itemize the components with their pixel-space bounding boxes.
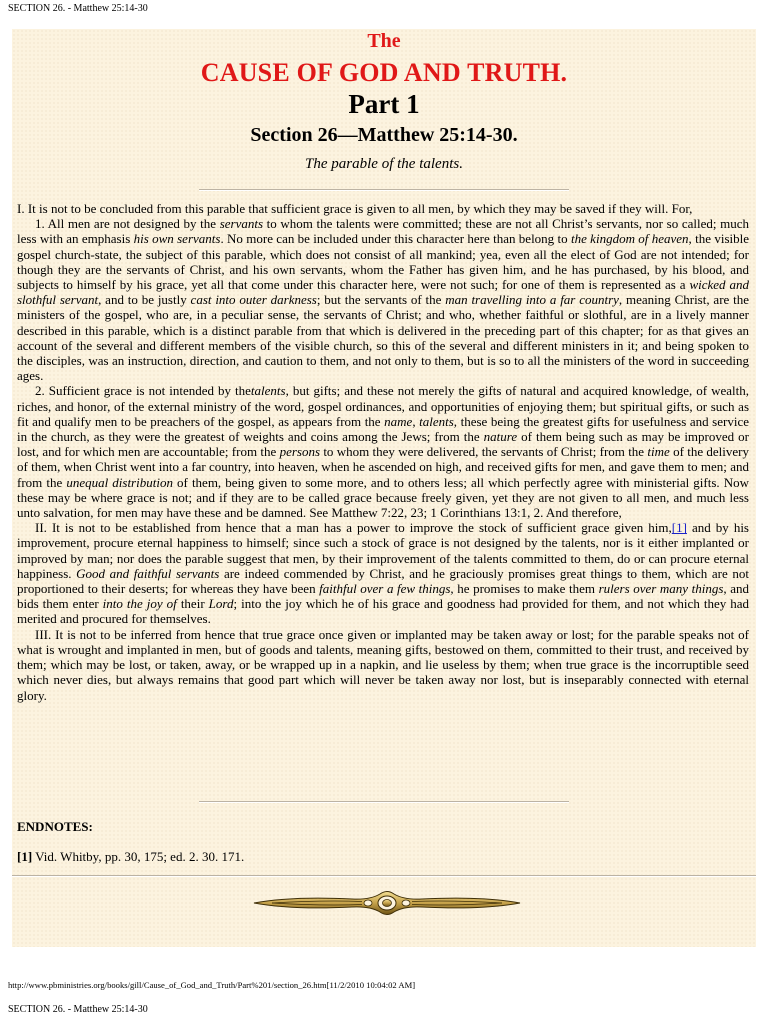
title-the: The [367,30,401,52]
section-heading: Section 26—Matthew 25:14-30. [250,124,518,146]
divider-top [199,189,569,191]
divider-bottom [12,875,756,877]
endnote-ref: [1] [17,849,33,864]
endnote-item [17,849,244,865]
part-heading: Part 1 [348,89,420,119]
paragraph-2: 2. Sufficient grace is not intended by thetalents, but gifts; and these not merely the gifts of natural and acquired knowledge, of wealth, riches, and honor, of the external ministry of the word, gospel ordinances, and opportunities of enjoying them; but spiritual gifts, or such as fit and qualify men to be preachers of the gospel, as appears from the name, talents, these being the greatest gifts for usefulness and service in the church, as they were the greatest of weights and coins among the Jews; from the nature of them being such as may be improved or lost, and for which men are accountable; from the persons to whom they were delivered, the servants of Christ; from the time of the delivery of them, when Christ went into a far country, into heaven, when he ascended on high, and received gifts for men, and gave them to men; and from the unequal distribution of them, being given to some more, and to others less; all which perfectly agree with ministerial gifts. Now these may be where grace is not; and if they are to be called grace because freely given, yet they are not given to all men, and much less unto salvation, for men may have these and be damned. See Matthew 7:22, 23; 1 Corinthians 13:1, 2. And therefore, [17,383,749,521]
paragraph-3: II. It is not to be established from hence that a man has a power to improve the stock of sufficient grace given him,[1] and by his improvement, procure eternal happiness to himself; since such a stock of grace is not designed by the talents, nor is it either implanted or improved by man; nor does the parable suggest that men, by their improvement of the talents committed to them, do or can procure eternal happiness. Good and faithful servants are indeed commended by Christ, and he graciously promises great things to them, which are not proportioned to their deserts; for whereas they have been faithful over a few things, he promises to make them rulers over many things, and bids them enter into the joy of their Lord; into the joy which he of his grace and goodness had provided for them, and not which they had merited and procured for themselves. [17,520,749,627]
paragraph-1: 1. All men are not designed by the servants to whom the talents were committed; these are not all Christ’s servants, nor so called; much less with an emphasis his own servants. No more can be included under this character here than belong to the kingdom of heaven, the visible gospel church-state, the subject of this parable, which does not consist of all mankind; yea, even all the elect of God are not intended; for though they are the servants of Christ, and his own servants, whom the Father has given him, and he has purchased, by his blood, and subjects to himself by his grace, yet all that come under this character here, were not such; for one of them is represented as a wicked and slothful servant, and to be justly cast into outer darkness; but the servants of the man travelling into a far country, meaning Christ, are the ministers of the gospel, who are, in a peculiar sense, the servants of Christ; and who, whether faithful or slothful, are in a lively manner described in this parable, which is a distinct parable from that which is delivered in the preceding part of this chapter; for as that gives an account of the several and different members of the visible church, so this of the several and different ministers in it; and being spoken to the disciples, was an instruction, direction, and caution to them, and not only to them, but is so to all the ministers of the word in succeeding ages. [17,216,750,384]
body-text [17,201,749,703]
running-header: SECTION 26. - Matthew 25:14-30 [8,3,148,14]
paragraph-4: III. It is not to be inferred from hence that true grace once given or implanted may be taken away or lost; for the parable speaks not of what is wrought and implanted in men, but of goods and talents, meaning gifts, bestowed on them, committed to their trust, and received by them; which may be lost, or taken, away, or be wrapped up in a napkin, and lie useless by them; when true grace is the incorruptible seed which never dies, but always remains that good part which will never be taken away nor lost, but is inseparably connected with eternal glory. [17,626,749,703]
paragraph-intro: I. It is not to be concluded from this parable that sufficient grace is given to all men, by which they may be saved if they will. For, [17,201,693,216]
footnote-link-1[interactable]: [1] [671,520,687,536]
section-subtitle: The parable of the talents. [305,156,463,172]
divider-mid [199,801,569,803]
endnotes-heading: ENDNOTES: [17,819,93,834]
page-panel [12,29,756,947]
footer-running-title: SECTION 26. - Matthew 25:14-30 [8,1004,148,1015]
footer-source-url: http://www.pbministries.org/books/gill/Cause_of_God_and_Truth/Part%201/section_26.htm[11/2/2010 10:04:02 AM] [8,980,416,990]
ornament-divider-icon [252,887,522,919]
endnote-text: Vid. Whitby, pp. 30, 175; ed. 2. 30. 171. [32,849,245,864]
book-title: CAUSE OF GOD AND TRUTH. [200,58,568,87]
